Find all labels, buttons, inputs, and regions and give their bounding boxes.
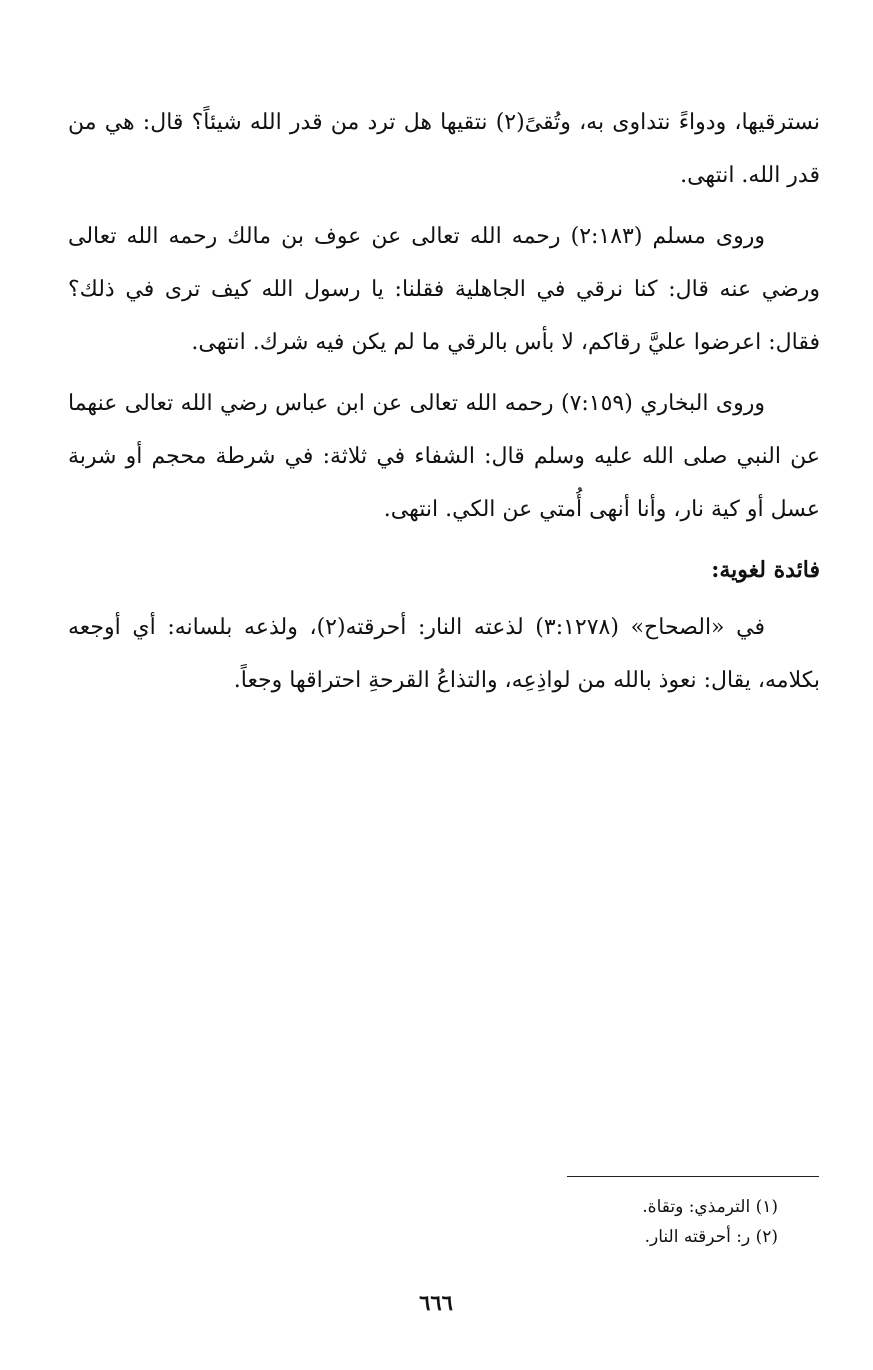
- footnotes: [460, 1192, 778, 1252]
- paragraph-continuation: نسترقيها، ودواءً نتداوى به، وتُقىً(٢) نتقيها هل ترد من قدر الله شيئاً؟ قال: هي من قدر الله. انتهى.: [68, 110, 820, 188]
- footnote-divider: [567, 1176, 819, 1177]
- paragraph-bukhari-narration: وروى البخاري (٧:١٥٩) رحمه الله تعالى عن ابن عباس رضي الله تعالى عنهما عن النبي صلى الله عليه وسلم قال: الشفاء في ثلاثة: في شرطة محجم أو شربة عسل أو كية نار، وأنا أنهى أُمتي عن الكي. انتهى.: [68, 391, 820, 522]
- page-number: ٦٦٦: [419, 1290, 453, 1315]
- section-heading: فائدة لغوية:: [711, 557, 820, 583]
- paragraph-muslim-narration: وروى مسلم (٢:١٨٣) رحمه الله تعالى عن عوف بن مالك رحمه الله تعالى ورضي عنه قال: كنا نرقي في الجاهلية فقلنا: يا رسول الله كيف ترى في ذلك؟ فقال: اعرضوا عليَّ رقاكم، لا بأس بالرقي ما لم يكن فيه شرك. انتهى.: [68, 224, 820, 355]
- paragraph-linguistic-note: في «الصحاح» (٣:١٢٧٨) لذعته النار: أحرقته(٢)، ولذعه بلسانه: أي أوجعه بكلامه، يقال: نعوذ بالله من لواذِعِه، والتذاعُ القرحةِ احتراقها وجعاً.: [68, 615, 820, 693]
- main-text: [68, 96, 820, 715]
- footnote-1: (١) الترمذي: وتقاة.: [642, 1197, 778, 1217]
- footnote-2: (٢) ر: أحرقته النار.: [644, 1227, 778, 1247]
